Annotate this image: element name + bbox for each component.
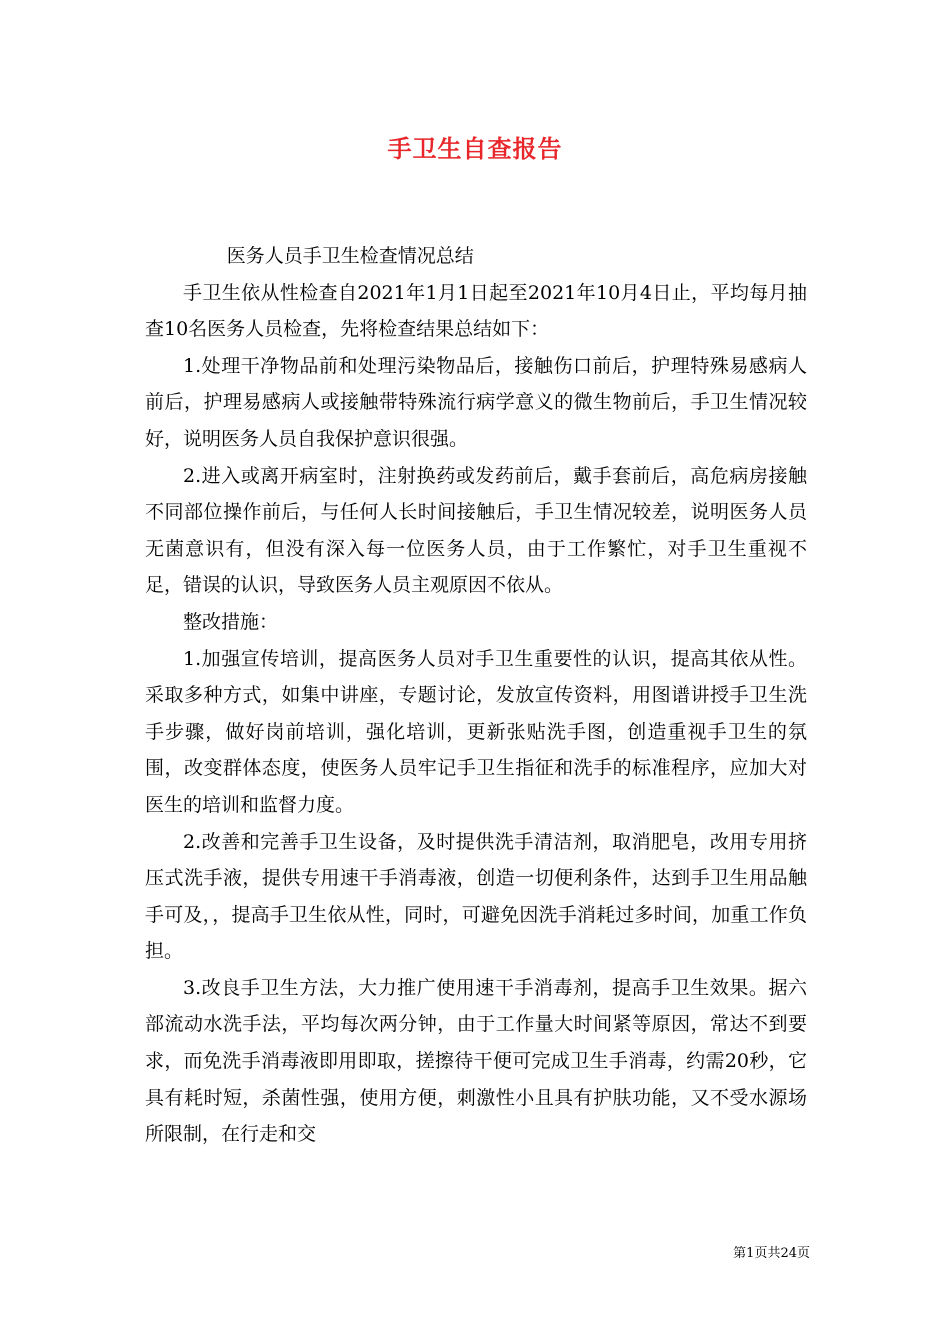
document-body — [145, 238, 807, 1153]
paragraph-measure-1: 1.加强宣传培训，提高医务人员对手卫生重要性的认识，提高其依从性。采取多种方式，如集中讲座，专题讨论，发放宣传资料，用图谱讲授手卫生洗手步骤，做好岗前培训，强化培训，更新张贴洗手图，创造重视手卫生的氛围，改变群体态度，使医务人员牢记手卫生指征和洗手的标准程序，应加大对医生的培训和监督力度。 — [145, 647, 807, 816]
paragraph-finding-1: 1.处理干净物品前和处理污染物品后，接触伤口前后，护理特殊易感病人前后，护理易感病人或接触带特殊流行病学意义的微生物前后，手卫生情况较好，说明医务人员自我保护意识很强。 — [145, 354, 807, 450]
paragraph-finding-2: 2.进入或离开病室时，注射换药或发药前后，戴手套前后，高危病房接触不同部位操作前后，与任何人长时间接触后，手卫生情况较差，说明医务人员无菌意识有，但没有深入每一位医务人员，由于工作繁忙，对手卫生重视不足，错误的认识，导致医务人员主观原因不依从。 — [145, 464, 807, 597]
document-subtitle: 医务人员手卫生检查情况总结 — [226, 245, 474, 267]
page-number: 第1页共24页 — [733, 1246, 810, 1261]
document-title: 手卫生自查报告 — [387, 134, 563, 163]
paragraph-measure-2: 2.改善和完善手卫生设备，及时提供洗手清洁剂，取消肥皂，改用专用挤压式洗手液，提供专用速干手消毒液，创造一切便利条件，达到手卫生用品触手可及，，提高手卫生依从性，同时，可避免因洗手消耗过多时间，加重工作负担。 — [145, 830, 807, 963]
paragraph-measure-3: 3.改良手卫生方法，大力推广使用速干手消毒剂，提高手卫生效果。据六部流动水洗手法，平均每次两分钟，由于工作量大时间紧等原因，常达不到要求，而免洗手消毒液即用即取，搓擦待干便可完成卫生手消毒，约需20秒，它具有耗时短，杀菌性强，使用方便，刺激性小且具有护肤功能，又不受水源场所限制，在行走和交 — [145, 976, 807, 1146]
paragraph-measures-heading: 整改措施： — [183, 610, 279, 633]
paragraph-intro: 手卫生依从性检查自2021年1月1日起至2021年10月4日止，平均每月抽查10名医务人员检查，先将检查结果总结如下： — [145, 281, 807, 341]
